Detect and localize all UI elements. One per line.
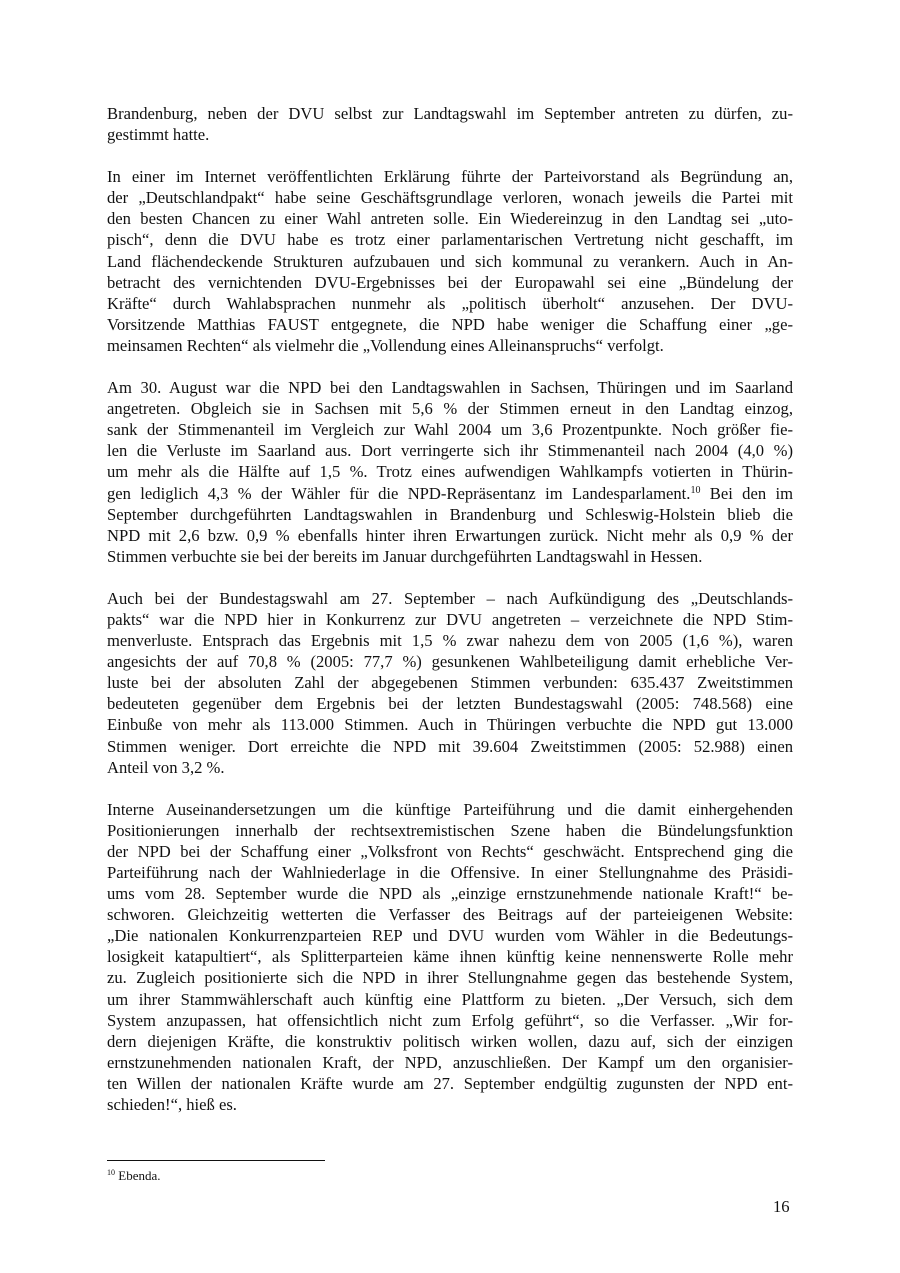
- text-line: den besten Chancen zu einer Wahl antreten solle. Ein Wiedereinzug in den Landtag sei „uto-: [107, 209, 793, 229]
- text-line: ums vom 28. September wurde die NPD als „einzige ernstzunehmende nationale Kraft!“ be-: [107, 884, 793, 904]
- text-line: zu. Zugleich positionierte sich die NPD in ihrer Stellungnahme gegen das bestehende System,: [107, 968, 793, 988]
- text-line-with-footnote: [107, 483, 793, 504]
- text-line: Einbuße von mehr als 113.000 Stimmen. Auch in Thüringen verbuchte die NPD gut 13.000: [107, 715, 793, 735]
- page-number: 16: [773, 1197, 790, 1216]
- text-segment: gen lediglich 4,3 % der Wähler für die NPD-Repräsentanz im Landesparlament.: [107, 483, 691, 503]
- text-line: um ihrer Stammwählerschaft auch künftig eine Plattform zu bieten. „Der Versuch, sich dem: [107, 989, 793, 1009]
- text-line: September durchgeführten Landtagswahlen in Brandenburg und Schleswig-Holstein blieb die: [107, 504, 793, 524]
- text-line: len die Verluste im Saarland aus. Dort verringerte sich ihr Stimmenanteil nach 2004 (4,0 %): [107, 441, 793, 461]
- footnote-reference[interactable]: 10: [690, 484, 701, 496]
- paragraph-2: [107, 166, 793, 356]
- text-line: Positionierungen innerhalb der rechtsextremistischen Szene haben die Bündelungsfunktion: [107, 820, 793, 840]
- text-line: schieden!“, hieß es.: [107, 1095, 237, 1115]
- text-line: Land flächendeckende Strukturen aufzubauen und sich kommunal zu verankern. Auch in An-: [107, 251, 793, 271]
- text-line: Anteil von 3,2 %.: [107, 757, 225, 777]
- text-line: Parteiführung nach der Wahlniederlage in die Offensive. In einer Stellungnahme des Präsidi-: [107, 863, 793, 882]
- text-line: ten Willen der nationalen Kräfte wurde am 27. September endgültig zugunsten der NPD ent-: [107, 1073, 793, 1093]
- paragraph-4: [107, 588, 793, 778]
- text-line: Am 30. August war die NPD bei den Landtagswahlen in Sachsen, Thüringen und im Saarland: [107, 378, 793, 398]
- text-line: gestimmt hatte.: [107, 125, 210, 145]
- text-line: menverluste. Entsprach das Ergebnis mit 1,5 % zwar nahezu dem von 2005 (1,6 %), waren: [107, 631, 793, 651]
- text-line: der NPD bei der Schaffung einer „Volksfront von Rechts“ geschwächt. Entsprechend ging die: [107, 841, 793, 861]
- paragraph-3: [107, 377, 793, 567]
- paragraph-5: [107, 799, 793, 1115]
- text-line: schworen. Gleichzeitig wetterten die Verfasser des Beitrags auf der parteieigenen Website:: [107, 905, 793, 925]
- footnote-text: Ebenda.: [115, 1168, 161, 1183]
- text-line: losigkeit katapultiert“, als Splitterparteien käme ihnen künftig keine nennenswerte Rolle mehr: [107, 947, 793, 967]
- text-line: ernstzunehmenden nationalen Kraft, der NPD, anzuschließen. Der Kampf um den organisier-: [107, 1052, 793, 1072]
- text-line: In einer im Internet veröffentlichten Erklärung führte der Parteivorstand als Begründung an,: [107, 167, 793, 187]
- text-line: dern diejenigen Kräfte, die konstruktiv politisch wirken wollen, dazu auf, sich der einzigen: [107, 1031, 793, 1051]
- text-line: Kräfte“ durch Wahlabsprachen nunmehr als „politisch überholt“ anzusehen. Der DVU-: [107, 293, 793, 313]
- text-line: angesichts der auf 70,8 % (2005: 77,7 %) gesunkenen Wahlbeteiligung damit erhebliche Ver-: [107, 652, 793, 672]
- footnote-number: 10: [107, 1168, 115, 1177]
- body-text: [107, 103, 793, 1136]
- text-line: Auch bei der Bundestagswahl am 27. September – nach Aufkündigung des „Deutschlands-: [107, 588, 793, 608]
- text-line: „Die nationalen Konkurrenzparteien REP und DVU wurden vom Wähler in die Bedeutungs-: [107, 926, 793, 946]
- text-line: System anzupassen, hat offensichtlich nicht zum Erfolg geführt“, so die Verfasser. „Wir for-: [107, 1010, 793, 1030]
- text-line: luste bei der absoluten Zahl der abgegebenen Stimmen verbunden: 635.437 Zweitstimmen: [107, 673, 793, 693]
- text-line: Stimmen weniger. Dort erreichte die NPD mit 39.604 Zweitstimmen (2005: 52.988) einen: [107, 736, 793, 756]
- text-line: angetreten. Obgleich sie in Sachsen mit 5,6 % der Stimmen erneut in den Landtag einzog,: [107, 399, 793, 419]
- text-line: sank der Stimmenanteil im Vergleich zur Wahl 2004 um 3,6 Prozentpunkte. Noch größer fie-: [107, 420, 793, 440]
- text-line: um mehr als die Hälfte auf 1,5 %. Trotz eines aufwendigen Wahlkampfs votierten in Thürin-: [107, 462, 793, 482]
- text-line: pakts“ war die NPD hier in Konkurrenz zur DVU angetreten – verzeichnete die NPD Stim-: [107, 609, 793, 629]
- text-line: betracht des vernichtenden DVU-Ergebnisses bei der Europawahl sei eine „Bündelung der: [107, 272, 793, 292]
- text-line: bedeuteten gegenüber dem Ergebnis bei der letzten Bundestagswahl (2005: 748.568) eine: [107, 694, 793, 714]
- text-line: Vorsitzende Matthias FAUST entgegnete, die NPD habe weniger die Schaffung einer „ge-: [107, 314, 793, 334]
- text-line: Brandenburg, neben der DVU selbst zur Landtagswahl im September antreten zu dürfen, zu-: [107, 104, 793, 123]
- text-segment: Bei den im: [700, 483, 794, 503]
- paragraph-1: [107, 103, 793, 145]
- text-line: der „Deutschlandpakt“ habe seine Geschäftsgrundlage verloren, wonach jeweils die Partei mit: [107, 188, 793, 208]
- footnote: [107, 1168, 160, 1184]
- text-line: Interne Auseinandersetzungen um die künftige Parteiführung und die damit einhergehenden: [107, 799, 793, 819]
- text-line: meinsamen Rechten“ als vielmehr die „Vollendung eines Alleinanspruchs“ verfolgt.: [107, 335, 664, 355]
- text-line: Stimmen verbuchte sie bei der bereits im Januar durchgeführten Landtagswahl in Hessen.: [107, 546, 703, 566]
- text-line: NPD mit 2,6 bzw. 0,9 % ebenfalls hinter ihren Erwartungen zurück. Nicht mehr als 0,9 % der: [107, 525, 793, 545]
- footnote-divider: [107, 1160, 325, 1161]
- text-line: pisch“, denn die DVU habe es trotz einer parlamentarischen Vertretung nicht geschafft, im: [107, 230, 793, 250]
